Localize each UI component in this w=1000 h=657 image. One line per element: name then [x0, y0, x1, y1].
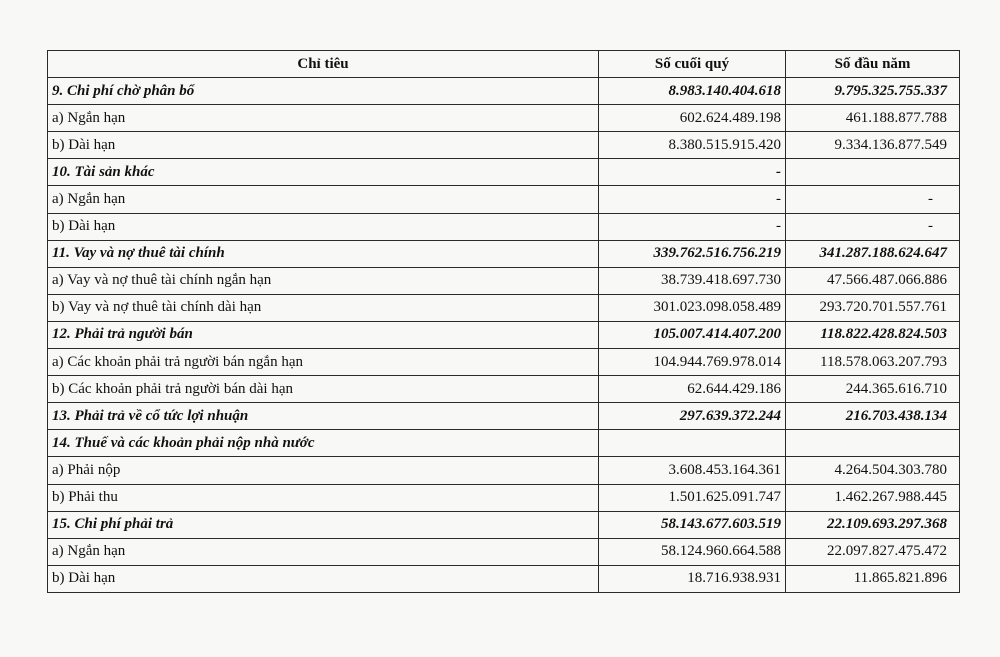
value-beginning-of-year: 118.578.063.207.793: [786, 349, 960, 376]
table-row: [48, 511, 960, 538]
value-end-of-quarter: 8.983.140.404.618: [599, 78, 786, 105]
value-end-of-quarter: 62.644.429.186: [599, 376, 786, 403]
value-beginning-of-year: 47.566.487.066.886: [786, 267, 960, 294]
value-beginning-of-year: 341.287.188.624.647: [786, 240, 960, 267]
value-beginning-of-year: 11.865.821.896: [786, 565, 960, 592]
financial-table: [47, 50, 960, 593]
row-label: 13. Phải trả về cổ tức lợi nhuận: [48, 403, 599, 430]
row-label: a) Ngắn hạn: [48, 186, 599, 213]
value-beginning-of-year: 461.188.877.788: [786, 105, 960, 132]
table-header-row: [48, 51, 960, 78]
value-beginning-of-year: 9.334.136.877.549: [786, 132, 960, 159]
table-row: [48, 538, 960, 565]
value-beginning-of-year: 9.795.325.755.337: [786, 78, 960, 105]
table-row: [48, 240, 960, 267]
value-beginning-of-year: 216.703.438.134: [786, 403, 960, 430]
row-label: b) Dài hạn: [48, 565, 599, 592]
value-end-of-quarter: -: [599, 186, 786, 213]
value-end-of-quarter: 58.124.960.664.588: [599, 538, 786, 565]
value-end-of-quarter: 297.639.372.244: [599, 403, 786, 430]
row-label: b) Vay và nợ thuê tài chính dài hạn: [48, 294, 599, 321]
value-end-of-quarter: 104.944.769.978.014: [599, 349, 786, 376]
value-end-of-quarter: 18.716.938.931: [599, 565, 786, 592]
table-row: [48, 349, 960, 376]
value-end-of-quarter: 339.762.516.756.219: [599, 240, 786, 267]
row-label: b) Dài hạn: [48, 132, 599, 159]
table-row: [48, 294, 960, 321]
value-end-of-quarter: 105.007.414.407.200: [599, 321, 786, 348]
table-row: [48, 267, 960, 294]
row-label: 10. Tài sản khác: [48, 159, 599, 186]
value-end-of-quarter: -: [599, 213, 786, 240]
table-row: [48, 430, 960, 457]
table-row: [48, 186, 960, 213]
row-label: 9. Chi phí chờ phân bổ: [48, 78, 599, 105]
row-label: b) Phải thu: [48, 484, 599, 511]
value-beginning-of-year: [786, 430, 960, 457]
table-row: [48, 376, 960, 403]
table-row: [48, 565, 960, 592]
row-label: b) Các khoản phải trả người bán dài hạn: [48, 376, 599, 403]
value-beginning-of-year: -: [786, 213, 960, 240]
value-end-of-quarter: 3.608.453.164.361: [599, 457, 786, 484]
table-row: [48, 321, 960, 348]
row-label: a) Vay và nợ thuê tài chính ngắn hạn: [48, 267, 599, 294]
value-beginning-of-year: 244.365.616.710: [786, 376, 960, 403]
table-row: [48, 132, 960, 159]
value-end-of-quarter: -: [599, 159, 786, 186]
table-row: [48, 159, 960, 186]
value-beginning-of-year: 4.264.504.303.780: [786, 457, 960, 484]
row-label: a) Ngắn hạn: [48, 105, 599, 132]
row-label: 11. Vay và nợ thuê tài chính: [48, 240, 599, 267]
row-label: a) Phải nộp: [48, 457, 599, 484]
row-label: a) Ngắn hạn: [48, 538, 599, 565]
value-end-of-quarter: 8.380.515.915.420: [599, 132, 786, 159]
value-end-of-quarter: [599, 430, 786, 457]
value-beginning-of-year: -: [786, 186, 960, 213]
value-beginning-of-year: 22.109.693.297.368: [786, 511, 960, 538]
table-row: [48, 457, 960, 484]
table-row: [48, 213, 960, 240]
row-label: 15. Chi phí phải trả: [48, 511, 599, 538]
row-label: b) Dài hạn: [48, 213, 599, 240]
header-end-of-quarter: Số cuối quý: [599, 51, 786, 78]
table-row: [48, 484, 960, 511]
row-label: a) Các khoản phải trả người bán ngắn hạn: [48, 349, 599, 376]
value-beginning-of-year: 293.720.701.557.761: [786, 294, 960, 321]
header-beginning-of-year: Số đầu năm: [786, 51, 960, 78]
row-label: 14. Thuế và các khoản phải nộp nhà nước: [48, 430, 599, 457]
value-end-of-quarter: 301.023.098.058.489: [599, 294, 786, 321]
value-end-of-quarter: 1.501.625.091.747: [599, 484, 786, 511]
table-row: [48, 403, 960, 430]
row-label: 12. Phải trả người bán: [48, 321, 599, 348]
header-indicator: Chỉ tiêu: [48, 51, 599, 78]
table-row: [48, 78, 960, 105]
value-beginning-of-year: 22.097.827.475.472: [786, 538, 960, 565]
value-end-of-quarter: 602.624.489.198: [599, 105, 786, 132]
table-row: [48, 105, 960, 132]
value-end-of-quarter: 38.739.418.697.730: [599, 267, 786, 294]
value-beginning-of-year: 1.462.267.988.445: [786, 484, 960, 511]
value-beginning-of-year: [786, 159, 960, 186]
value-end-of-quarter: 58.143.677.603.519: [599, 511, 786, 538]
value-beginning-of-year: 118.822.428.824.503: [786, 321, 960, 348]
